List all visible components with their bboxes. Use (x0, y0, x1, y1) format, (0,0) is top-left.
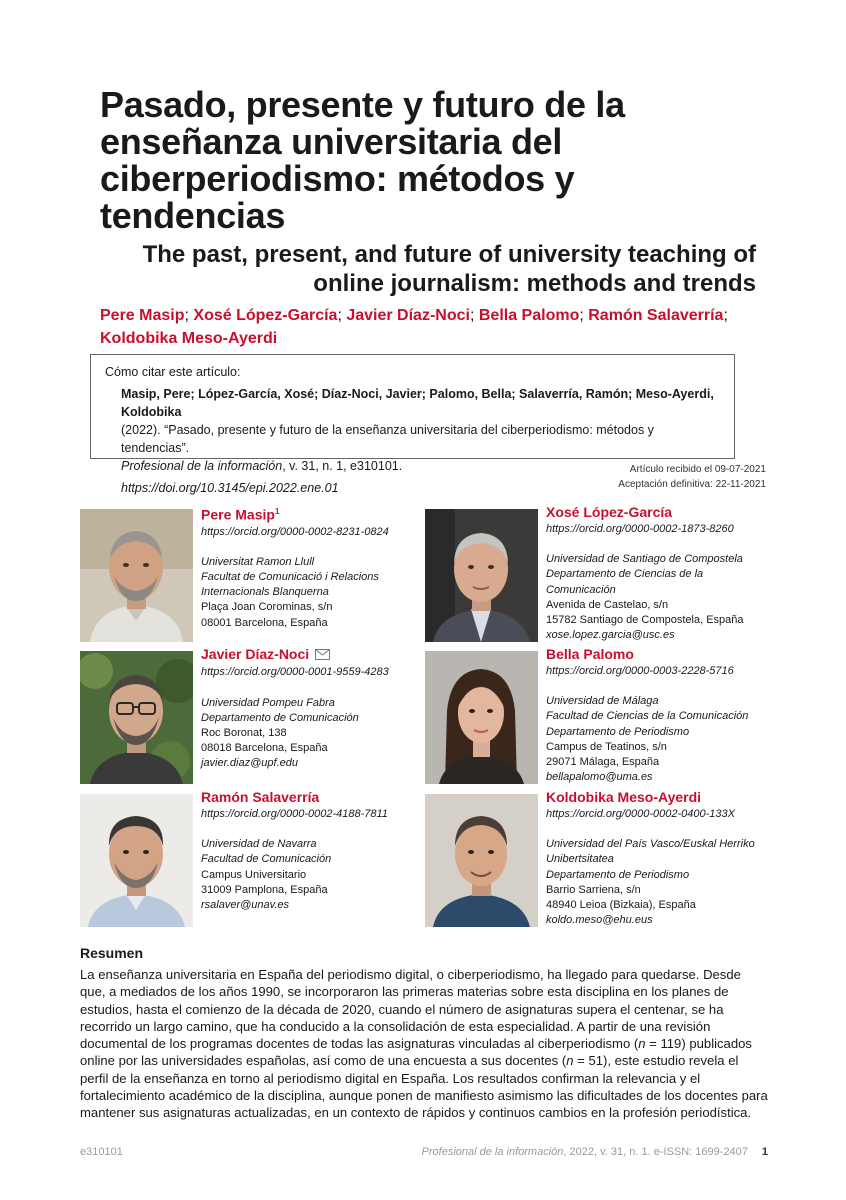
email-link[interactable]: bellapalomo@uma.es (546, 771, 653, 784)
affiliation-line: Departamento de Comunicación (201, 711, 359, 724)
address-line: Roc Boronat, 138 (201, 726, 287, 739)
author-card-salaverria (80, 789, 410, 927)
author-info (201, 503, 416, 631)
affiliation-line: Departamento de Periodismo (546, 868, 690, 881)
separator: ; (723, 307, 728, 324)
author-info (201, 788, 416, 913)
abstract-italic-n: n (566, 1053, 574, 1069)
email-link[interactable]: javier.diaz@upf.edu (201, 757, 298, 770)
separator: ; (337, 307, 342, 324)
author-name: Javier Díaz-Noci (346, 307, 470, 324)
received-date: Artículo recibido el 09-07-2021 (629, 464, 766, 475)
author-photo (425, 794, 538, 927)
citation-details: , v. 31, n. 1, e310101. (282, 459, 403, 473)
author-photo (425, 651, 538, 784)
title-spanish: Pasado, presente y futuro de la enseñanza universitaria del ciberperiodismo: métodos y tendencias (100, 84, 625, 236)
author-name: Pere Masip (100, 307, 185, 324)
abstract-text: = 119) publicados online por las universidades españolas, así como de una encuesta a sus docentes ( (80, 1036, 752, 1069)
footer-journal-name: Profesional de la información (421, 1146, 564, 1158)
title-english-line-2: online journalism: methods and trends (313, 270, 756, 297)
author-card-name (201, 645, 416, 664)
author-card-meso-ayerdi (425, 789, 755, 927)
affiliation-line: Facultad de Comunicación (201, 853, 332, 866)
article-id: e310101 (80, 1146, 123, 1158)
footer-details: , 2022, v. 31, n. 1. e-ISSN: 1699-2407 (563, 1146, 748, 1158)
orcid-link[interactable]: https://orcid.org/0000-0002-4188-7811 (201, 808, 388, 820)
orcid-link[interactable]: https://orcid.org/0000-0002-1873-8260 (546, 523, 734, 535)
address-line: Avenida de Castelao, s/n (546, 598, 669, 611)
accepted-date: Aceptación definitiva: 22-11-2021 (618, 479, 766, 490)
abstract-text: La enseñanza universitaria en España del periodismo digital, o ciberperiodismo, ha llegado para quedarse. Desde que, a mediados de los años 1990, se incorporaron las primeras materias sobre esta disciplina en los planes de estudios, hasta el comienzo de la década de 2020, cuando el número de asignaturas supera el centenar, se ha recorrido un largo camino, que ha conducido a la consolidación de esta especialidad. A partir de una revisión documental de los programas docentes de todas las asignaturas vinculadas al ciberperiodismo ( (80, 967, 741, 1052)
footnote-marker: 1 (274, 507, 280, 516)
separator: ; (469, 307, 475, 324)
author-photo (80, 794, 193, 927)
orcid-link[interactable]: https://orcid.org/0000-0002-0400-133X (546, 808, 735, 820)
page-number: 1 (761, 1146, 768, 1158)
author-card-name: Xosé López-García (546, 504, 673, 520)
affiliation-line: Unibertsitatea (546, 853, 614, 866)
citation-journal: Profesional de la información (121, 459, 283, 473)
author-info (546, 503, 761, 643)
affiliation-line: Departamento de Periodismo (546, 725, 690, 738)
author-list (100, 304, 760, 350)
address-line: Campus Universitario (201, 868, 307, 881)
abstract-italic-n: n (638, 1036, 646, 1052)
affiliation-line: Universidad de Málaga (546, 695, 659, 708)
author-name: Bella Palomo (478, 307, 580, 324)
affiliation-line: Facultad de Ciencias de la Comunicación (546, 710, 749, 723)
citation-doi-link[interactable]: https://doi.org/10.3145/epi.2022.ene.01 (121, 481, 339, 495)
author-photo (80, 509, 193, 642)
author-card-name: Ramón Salaverría (201, 789, 320, 805)
article-dates (618, 462, 766, 492)
email-link[interactable]: xose.lopez.garcia@usc.es (546, 629, 675, 642)
affiliation-line: Comunicación (546, 583, 616, 596)
orcid-link[interactable]: https://orcid.org/0000-0003-2228-5716 (546, 665, 734, 677)
author-info (201, 645, 416, 772)
author-card-masip (80, 506, 410, 642)
author-card-name-text: Pere Masip (201, 506, 275, 523)
affiliation-line: Universidad del País Vasco/Euskal Herriko (546, 838, 755, 851)
address-line: 15782 Santiago de Compostela, España (546, 614, 744, 627)
address-line: Plaça Joan Corominas, s/n (201, 601, 333, 614)
citation-text: (2022). “Pasado, presente y futuro de la enseñanza universitaria del ciberperiodismo: métodos y tendencias”. (121, 423, 654, 455)
email-link[interactable]: koldo.meso@ehu.eus (546, 914, 653, 927)
address-line: 08001 Barcelona, España (201, 616, 328, 629)
journal-footer (422, 1146, 768, 1158)
affiliation-line: Universidad Pompeu Fabra (201, 696, 335, 709)
citation-authors: Masip, Pere; López-García, Xosé; Díaz-Noci, Javier; Palomo, Bella; Salaverría, Ramón; Meso-Ayerdi, Koldobika (121, 387, 714, 419)
title-english-line-1: The past, present, and future of university teaching of (142, 241, 756, 268)
affiliation-line: Internacionals Blanquerna (201, 586, 329, 599)
author-info (546, 645, 761, 785)
orcid-link[interactable]: https://orcid.org/0000-0001-9559-4283 (201, 666, 389, 679)
abstract-heading: Resumen (80, 945, 144, 961)
author-card-name-text: Javier Díaz-Noci (201, 646, 310, 662)
envelope-icon[interactable] (315, 646, 330, 664)
email-link[interactable]: rsalaver@unav.es (201, 899, 289, 912)
separator: ; (579, 307, 584, 324)
author-info (546, 788, 761, 928)
title-english (96, 240, 756, 298)
affiliation-line: Departamento de Ciencias de la (546, 568, 704, 581)
author-name: Xosé López-García (193, 307, 338, 324)
affiliation-line: Universidad de Santiago de Compostela (546, 553, 743, 566)
abstract-body (80, 966, 768, 1122)
author-card-diaz-noci (80, 646, 410, 784)
author-card-name: Bella Palomo (546, 646, 634, 662)
author-card-lopez-garcia (425, 504, 755, 642)
author-name: Ramón Salaverría (588, 307, 724, 324)
abstract-text: = 51), este estudio revela el perfil de la enseñanza en torno al periodismo digital en España. Los resultados confirman la relevancia y el fortalecimiento académico de la disciplina, aunque ponen de manifiesto asimismo las dificultades de los docentes para mantener sus asignaturas actualizadas, en un contexto de rápidos y continuos cambios en la profesión periodística. (80, 1053, 768, 1121)
author-photo (80, 651, 193, 784)
separator: ; (184, 307, 189, 324)
author-card-name (201, 503, 416, 524)
author-card-name: Koldobika Meso-Ayerdi (546, 789, 702, 805)
author-photo (425, 509, 538, 642)
address-line: 29071 Málaga, España (546, 756, 660, 769)
affiliation-line: Facultat de Comunicació i Relacions (201, 571, 379, 584)
address-line: Campus de Teatinos, s/n (546, 740, 667, 753)
address-line: 31009 Pamplona, España (201, 883, 328, 896)
author-card-palomo (425, 646, 755, 784)
affiliation-line: Universidad de Navarra (201, 838, 317, 851)
author-name: Koldobika Meso-Ayerdi (100, 330, 278, 347)
address-line: 48940 Leioa (Bizkaia), España (546, 899, 696, 912)
orcid-link[interactable]: https://orcid.org/0000-0002-8231-0824 (201, 525, 389, 538)
address-line: 08018 Barcelona, España (201, 742, 328, 755)
affiliation-line: Universitat Ramon Llull (201, 555, 315, 568)
address-line: Barrio Sarriena, s/n (546, 883, 641, 896)
citation-label: Cómo citar este artículo: (105, 365, 241, 379)
